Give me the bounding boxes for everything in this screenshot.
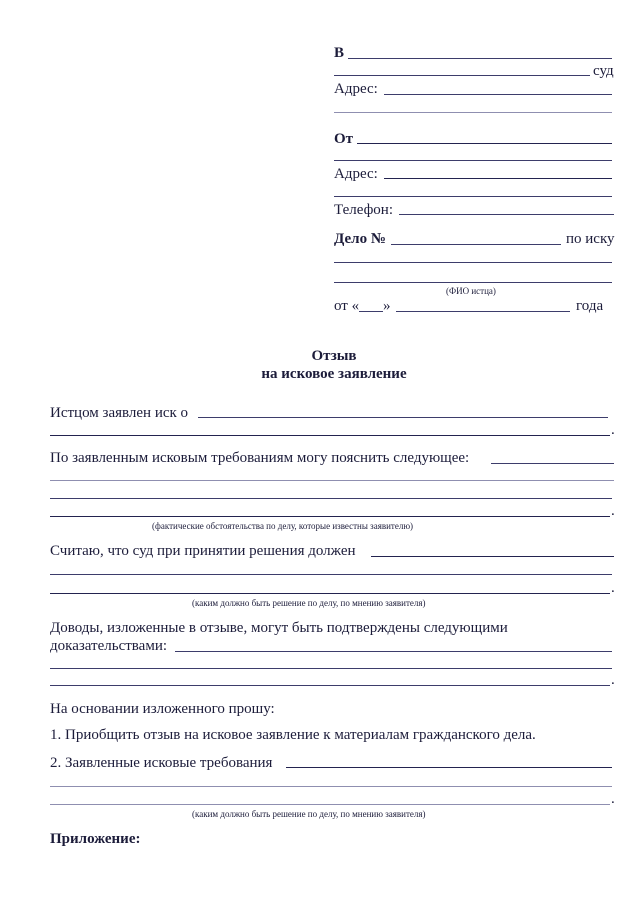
claim-label: Истцом заявлен иск о <box>50 405 189 421</box>
decision-field-2[interactable] <box>50 574 612 575</box>
claim-field[interactable] <box>198 417 608 418</box>
case-suffix: по иску <box>566 231 615 247</box>
request-label: На основании изложенного прошу: <box>50 701 275 717</box>
court-address-label: Адрес: <box>334 81 378 97</box>
decision-field[interactable] <box>371 556 614 557</box>
explain-label: По заявленным исковым требованиям могу пояснить следующее: <box>50 450 470 466</box>
decision-period: . <box>611 580 615 596</box>
date-month-year-field[interactable] <box>396 311 570 312</box>
date-day-field[interactable] <box>359 311 383 312</box>
request-item-2-period: . <box>611 791 615 807</box>
decision-label: Считаю, что суд при принятии решения должен <box>50 543 356 559</box>
date-suffix: года <box>576 298 604 314</box>
evidence-field-2[interactable] <box>50 668 612 669</box>
request-item-2-field-2[interactable] <box>50 786 612 787</box>
from-label: От <box>334 131 354 147</box>
evidence-label-2: доказательствами: <box>50 638 168 654</box>
from-address-field[interactable] <box>384 178 612 179</box>
court-name-field-2[interactable] <box>334 75 590 76</box>
to-court-label: В <box>334 45 345 61</box>
from-address-field-2[interactable] <box>334 196 612 197</box>
case-label: Дело № <box>334 231 386 247</box>
phone-field[interactable] <box>399 214 614 215</box>
evidence-field[interactable] <box>175 651 612 652</box>
request-item-1: 1. Приобщить отзыв на исковое заявление к материалам гражданского дела. <box>50 727 536 743</box>
from-address-label: Адрес: <box>334 166 378 182</box>
claim-field-2[interactable] <box>50 435 610 436</box>
document-title: Отзыв <box>311 348 357 364</box>
evidence-field-3[interactable] <box>50 685 610 686</box>
explain-field-4[interactable] <box>50 516 610 517</box>
decision-field-3[interactable] <box>50 593 610 594</box>
decision-caption: (каким должно быть решение по делу, по мнению заявителя) <box>192 598 426 608</box>
explain-field[interactable] <box>491 463 614 464</box>
plaintiff-field[interactable] <box>334 262 612 263</box>
explain-field-3[interactable] <box>50 498 612 499</box>
evidence-period: . <box>611 672 615 688</box>
court-address-field-2[interactable] <box>334 112 612 113</box>
attachment-label: Приложение: <box>50 831 141 847</box>
claim-period: . <box>611 422 615 438</box>
court-address-field[interactable] <box>384 94 612 95</box>
request-item-2: 2. Заявленные исковые требования <box>50 755 273 771</box>
request-item-2-field[interactable] <box>286 767 612 768</box>
plaintiff-caption: (ФИО истца) <box>446 286 496 296</box>
from-name-field[interactable] <box>357 143 612 144</box>
phone-label: Телефон: <box>334 202 393 218</box>
from-name-field-2[interactable] <box>334 160 612 161</box>
evidence-label-1: Доводы, изложенные в отзыве, могут быть подтверждены следующими <box>50 620 508 636</box>
case-number-field[interactable] <box>391 244 561 245</box>
date-mid: » <box>383 298 391 314</box>
explain-caption: (фактические обстоятельства по делу, которые известны заявителю) <box>152 521 414 531</box>
court-suffix: суд <box>593 63 614 79</box>
court-name-field[interactable] <box>348 58 612 59</box>
request-item-2-caption: (каким должно быть решение по делу, по мнению заявителя) <box>192 809 426 819</box>
explain-period: . <box>611 503 615 519</box>
explain-field-2[interactable] <box>50 480 614 481</box>
plaintiff-field-2[interactable] <box>334 282 612 283</box>
date-prefix: от « <box>334 298 360 314</box>
document-subtitle: на исковое заявление <box>261 366 407 382</box>
request-item-2-field-3[interactable] <box>50 804 610 805</box>
